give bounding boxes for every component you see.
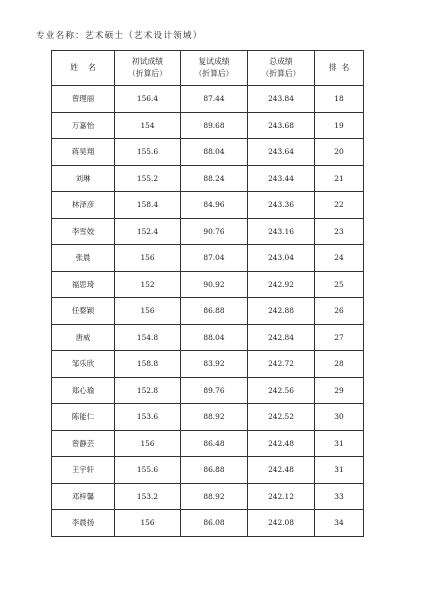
cell-rank: 31: [315, 430, 364, 457]
cell-total-score: 242.56: [248, 377, 315, 404]
cell-initial-score: 152.8: [115, 377, 181, 404]
cell-initial-score: 155.6: [115, 457, 181, 484]
cell-rank: 22: [315, 192, 364, 219]
table-row: [52, 324, 364, 351]
column-header-initial-line-2: （折算后）: [128, 69, 167, 78]
cell-name: 邓梓馨: [52, 483, 115, 510]
cell-name: 郑心瑜: [52, 377, 115, 404]
cell-name: 唐威: [52, 324, 115, 351]
cell-total-score: 242.12: [248, 483, 315, 510]
cell-retest-score: 86.08: [181, 510, 248, 537]
column-header-rank-line: 排 名: [328, 63, 350, 72]
cell-name: 邹乐欣: [52, 351, 115, 378]
cell-initial-score: 153.2: [115, 483, 181, 510]
major-label: 专业名称：: [36, 31, 85, 41]
cell-name: 张晨: [52, 245, 115, 272]
column-header-initial-line-1: 初试成绩: [131, 57, 164, 66]
cell-total-score: 242.52: [248, 404, 315, 431]
major-value: 艺术硕士（艺术设计领域）: [84, 31, 203, 41]
cell-retest-score: 86.48: [181, 430, 248, 457]
cell-rank: 20: [315, 139, 364, 166]
cell-initial-score: 156: [115, 430, 181, 457]
cell-rank: 33: [315, 483, 364, 510]
column-header-rank: [315, 51, 364, 86]
table-row: [52, 218, 364, 245]
column-header-retest-line-1: 复试成绩: [198, 57, 230, 66]
cell-rank: 26: [315, 298, 364, 325]
table-row: [52, 510, 364, 537]
cell-retest-score: 88.92: [181, 404, 248, 431]
cell-name: 李雪姣: [52, 218, 115, 245]
table-row: [52, 165, 364, 192]
cell-total-score: 242.84: [248, 324, 315, 351]
cell-initial-score: 158.8: [115, 351, 181, 378]
table-row: [52, 139, 364, 166]
table-row: [52, 457, 364, 484]
cell-rank: 24: [315, 245, 364, 272]
cell-rank: 30: [315, 404, 364, 431]
table-row: [52, 483, 364, 510]
table-row: [52, 430, 364, 457]
column-header-name: [52, 51, 115, 86]
cell-name: 李晨扬: [52, 510, 115, 537]
cell-rank: 25: [315, 271, 364, 298]
cell-name: 任婺颖: [52, 298, 115, 325]
cell-retest-score: 88.92: [181, 483, 248, 510]
cell-rank: 21: [315, 165, 364, 192]
cell-total-score: 243.64: [248, 139, 315, 166]
table-row: [52, 404, 364, 431]
cell-name: 林泽彦: [52, 192, 115, 219]
major-heading: [36, 29, 203, 41]
cell-total-score: 242.08: [248, 510, 315, 537]
cell-initial-score: 156.4: [115, 86, 181, 113]
cell-rank: 31: [315, 457, 364, 484]
cell-initial-score: 155.6: [115, 139, 181, 166]
cell-total-score: 243.44: [248, 165, 315, 192]
cell-total-score: 243.36: [248, 192, 315, 219]
cell-total-score: 243.16: [248, 218, 315, 245]
column-header-total-line-2: （折算后）: [261, 69, 301, 78]
cell-name: 王宇轩: [52, 457, 115, 484]
table-row: [52, 112, 364, 139]
cell-rank: 18: [315, 86, 364, 113]
cell-total-score: 242.48: [248, 457, 315, 484]
table-header-row: [52, 51, 364, 86]
column-header-name-line: 姓 名: [70, 63, 96, 72]
cell-rank: 28: [315, 351, 364, 378]
cell-rank: 27: [315, 324, 364, 351]
score-table: [51, 50, 364, 537]
cell-retest-score: 88.24: [181, 165, 248, 192]
cell-initial-score: 152.4: [115, 218, 181, 245]
cell-rank: 19: [315, 112, 364, 139]
cell-retest-score: 86.88: [181, 457, 248, 484]
table-row: [52, 298, 364, 325]
cell-initial-score: 156: [115, 298, 181, 325]
table-row: [52, 86, 364, 113]
cell-total-score: 243.04: [248, 245, 315, 272]
cell-initial-score: 153.6: [115, 404, 181, 431]
cell-name: 曾静芸: [52, 430, 115, 457]
cell-total-score: 242.92: [248, 271, 315, 298]
table-body: [52, 86, 364, 537]
cell-rank: 23: [315, 218, 364, 245]
cell-total-score: 242.72: [248, 351, 315, 378]
table-row: [52, 271, 364, 298]
cell-name: 曾理丽: [52, 86, 115, 113]
cell-initial-score: 156: [115, 510, 181, 537]
cell-retest-score: 86.88: [181, 298, 248, 325]
cell-retest-score: 89.68: [181, 112, 248, 139]
cell-name: 刘琳: [52, 165, 115, 192]
cell-retest-score: 90.92: [181, 271, 248, 298]
cell-retest-score: 88.04: [181, 139, 248, 166]
cell-initial-score: 154: [115, 112, 181, 139]
cell-initial-score: 158.4: [115, 192, 181, 219]
column-header-retest-score: [181, 51, 248, 86]
cell-initial-score: 154.8: [115, 324, 181, 351]
cell-name: 福思琦: [52, 271, 115, 298]
cell-name: 陈能仁: [52, 404, 115, 431]
cell-total-score: 242.88: [248, 298, 315, 325]
cell-total-score: 243.68: [248, 112, 315, 139]
column-header-retest-line-2: （折算后）: [194, 69, 234, 78]
cell-rank: 34: [315, 510, 364, 537]
column-header-total-line-1: 总成绩: [269, 57, 293, 66]
table-row: [52, 245, 364, 272]
cell-name: 蒋昊翔: [52, 139, 115, 166]
cell-initial-score: 155.2: [115, 165, 181, 192]
cell-retest-score: 90.76: [181, 218, 248, 245]
cell-retest-score: 87.04: [181, 245, 248, 272]
cell-retest-score: 89.76: [181, 377, 248, 404]
cell-total-score: 243.84: [248, 86, 315, 113]
cell-retest-score: 83.92: [181, 351, 248, 378]
table-row: [52, 377, 364, 404]
column-header-total-score: [248, 51, 315, 86]
cell-total-score: 242.48: [248, 430, 315, 457]
cell-rank: 29: [315, 377, 364, 404]
cell-retest-score: 88.04: [181, 324, 248, 351]
table-row: [52, 192, 364, 219]
cell-name: 万嘉怡: [52, 112, 115, 139]
table-row: [52, 351, 364, 378]
cell-initial-score: 152: [115, 271, 181, 298]
cell-retest-score: 84.96: [181, 192, 248, 219]
cell-retest-score: 87.44: [181, 86, 248, 113]
column-header-initial-score: [115, 51, 181, 86]
cell-initial-score: 156: [115, 245, 181, 272]
